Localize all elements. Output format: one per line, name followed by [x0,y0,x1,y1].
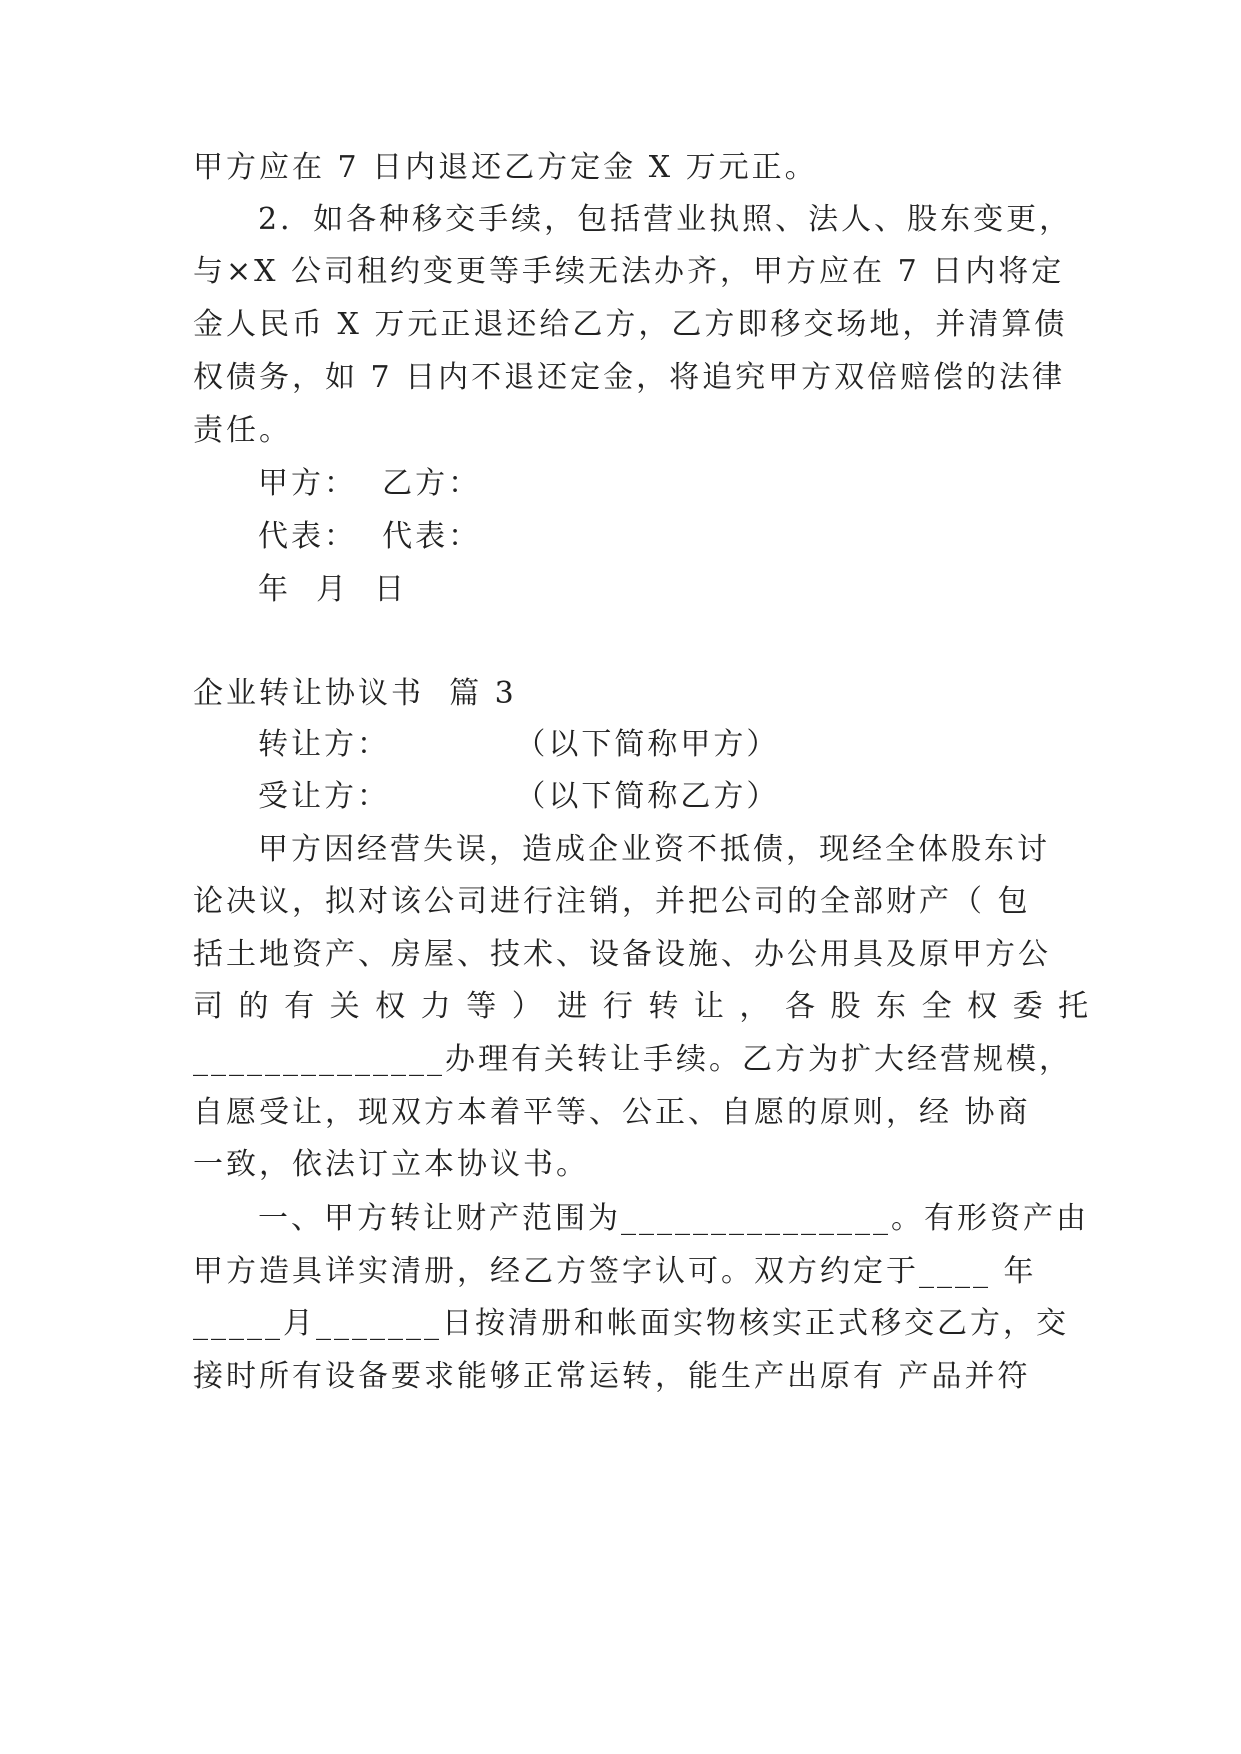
text-line: 甲方因经营失误，造成企业资不抵债，现经全体股东讨 [258,832,1050,867]
text-line: 一致，依法订立本协议书。 [193,1147,589,1182]
text-line: 论决议，拟对该公司进行注销，并把公司的全部财产（ 包 [193,884,1031,919]
text-line: 与×X 公司租约变更等手续无法办齐，甲方应在 7 日内将定 [193,254,1065,289]
text-line: 金人民币 X 万元正退还给乙方，乙方即移交场地，并清算债 [193,307,1068,342]
text-line: 一、甲方转让财产范围为_______________。有形资产由 [258,1201,1089,1236]
text-line: 接时所有设备要求能够正常运转，能生产出原有 产品并符 [193,1359,1031,1394]
transferor-line: 转让方： （以下简称甲方） [258,727,780,762]
text-line: 甲方应在 7 日内退还乙方定金 X 万元正。 [193,150,818,185]
text-line: ______________办理有关转让手续。乙方为扩大经营规模， [193,1042,1072,1077]
text-line: 括土地资产、房屋、技术、设备设施、办公用具及原甲方公 [193,937,1051,972]
signature-parties: 甲方： 乙方： [258,466,482,501]
signature-representatives: 代表： 代表： [258,519,482,554]
text-line: 甲方造具详实清册，经乙方签字认可。双方约定于____ 年 [193,1254,1037,1289]
text-line: 权债务，如 7 日内不退还定金，将追究甲方双倍赔偿的法律 [193,360,1066,395]
section-title: 企业转让协议书 篇 3 [193,676,517,711]
text-line: 责任。 [193,413,292,448]
text-line: 2．如各种移交手续，包括营业执照、法人、股东变更， [258,202,1073,237]
transferee-line: 受让方： （以下简称乙方） [258,779,780,814]
signature-date: 年 月 日 [258,572,408,607]
text-line: _____月_______日按清册和帐面实物核实正式移交乙方，交 [193,1306,1069,1341]
text-line: 自愿受让，现双方本着平等、公正、自愿的原则，经 协商 [193,1095,1031,1130]
text-line: 司 的 有 关 权 力 等 ） 进 行 转 让 ， 各 股 东 全 权 委 托 [193,989,1092,1024]
